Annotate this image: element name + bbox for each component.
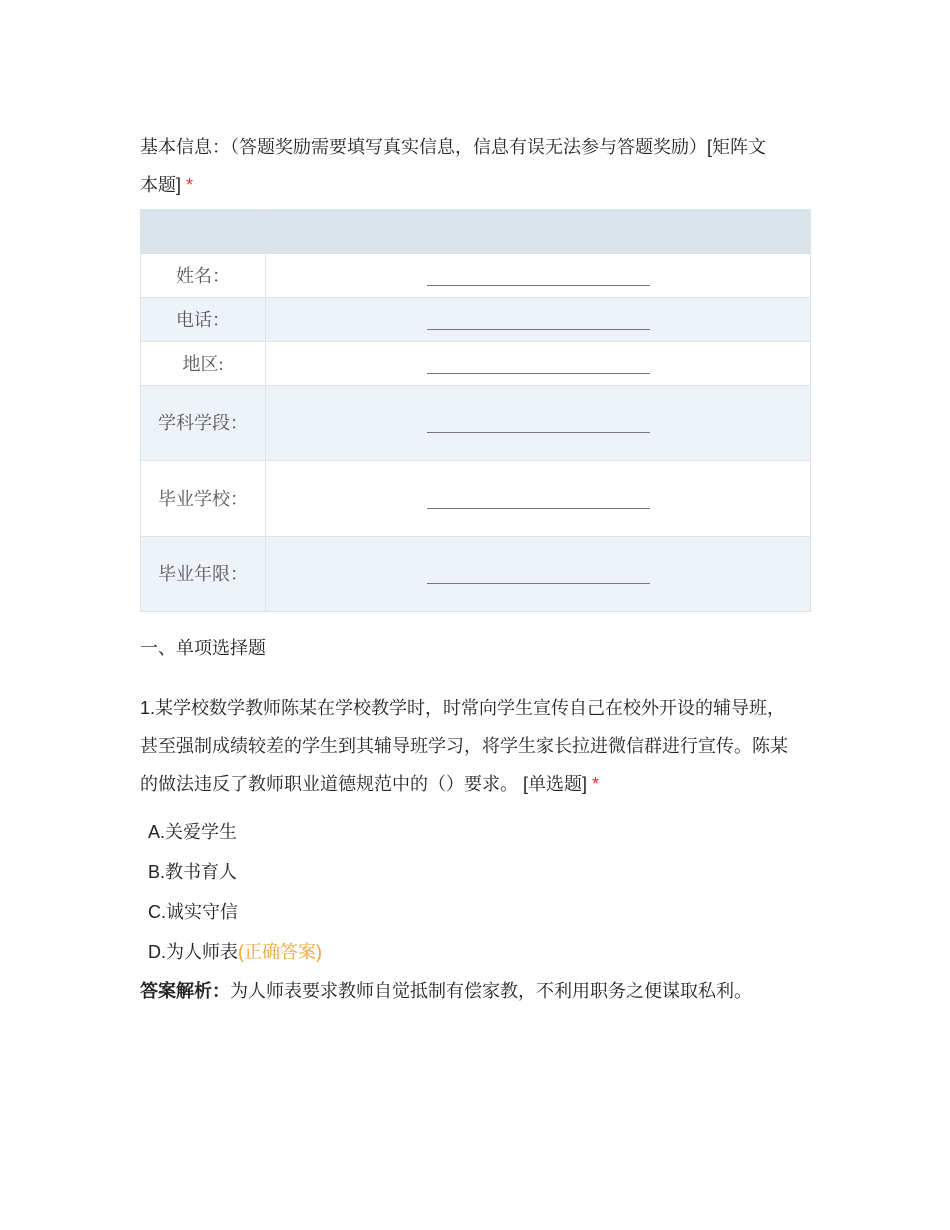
name-input[interactable] — [427, 269, 650, 286]
option-b[interactable]: B.教书育人 — [148, 862, 238, 882]
row-label: 学科学段： — [141, 386, 266, 461]
row-label: 地区: — [141, 342, 266, 386]
question-line: 的做法违反了教师职业道德规范中的（）要求。 [单选题] — [140, 774, 588, 794]
question-text — [140, 689, 788, 803]
row-label: 电话： — [141, 298, 266, 342]
correct-answer-tag: (正确答案) — [238, 942, 322, 962]
section-title: 一、单项选择题 — [140, 638, 266, 658]
option-c[interactable]: C.诚实守信 — [148, 902, 238, 922]
row-label: 毕业年限： — [141, 537, 266, 612]
question-line: 1.某学校数学教师陈某在学校教学时，时常向学生宣传自己在校外开设的辅导班， — [140, 698, 786, 718]
answer-analysis — [140, 977, 752, 1003]
school-input[interactable] — [427, 492, 650, 509]
header-cell — [266, 210, 811, 254]
required-mark: * — [592, 774, 600, 794]
analysis-text: 为人师表要求教师自觉抵制有偿家教，不利用职务之便谋取私利。 — [230, 981, 752, 1001]
option-d-label: D.为人师表 — [148, 942, 238, 962]
table-row — [141, 342, 811, 386]
option-a[interactable]: A.关爱学生 — [148, 822, 238, 842]
table-header — [141, 210, 811, 254]
option-d[interactable] — [148, 938, 322, 964]
matrix-table — [140, 209, 811, 612]
question-line: 甚至强制成绩较差的学生到其辅导班学习，将学生家长拉进微信群进行宣传。陈某 — [140, 736, 788, 756]
region-input[interactable] — [427, 357, 650, 374]
title-text: 基本信息：（答题奖励需要填写真实信息，信息有误无法参与答题奖励）[矩阵文 — [140, 137, 766, 157]
analysis-label: 答案解析： — [140, 981, 230, 1001]
table-row — [141, 537, 811, 612]
subject-input[interactable] — [427, 416, 650, 433]
matrix-title — [140, 128, 766, 204]
phone-input[interactable] — [427, 313, 650, 330]
required-mark: * — [186, 175, 194, 195]
grad-year-input[interactable] — [427, 567, 650, 584]
table-row — [141, 298, 811, 342]
row-label: 毕业学校： — [141, 461, 266, 537]
table-row — [141, 254, 811, 298]
title-text-2: 本题] — [140, 175, 182, 195]
row-label: 姓名： — [141, 254, 266, 298]
table-row — [141, 461, 811, 537]
table-row — [141, 386, 811, 461]
header-cell — [141, 210, 266, 254]
